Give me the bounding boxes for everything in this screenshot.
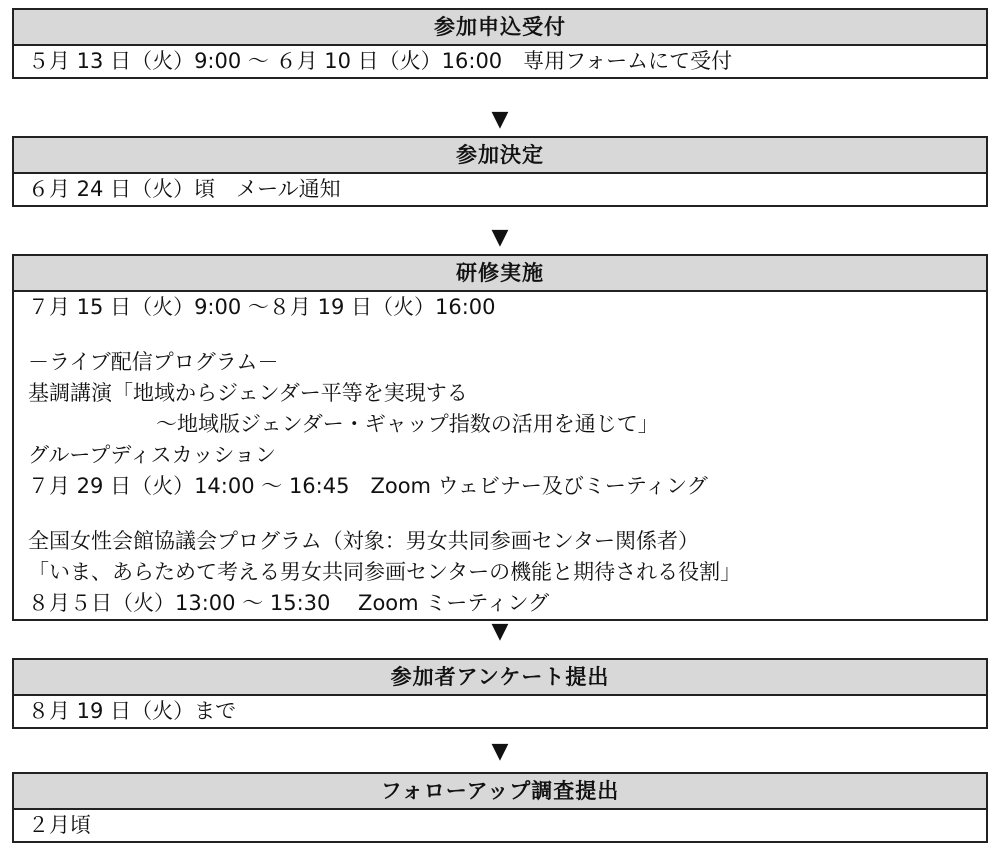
step-line: 「いま、あらためて考える男女共同参画センターの機能と期待される役割」 — [28, 560, 742, 584]
step-application — [12, 8, 988, 79]
step-followup — [12, 772, 988, 843]
step-title: 参加申込受付 — [12, 8, 988, 46]
step-line: ～地域版ジェンダー・ギャップ指数の活用を通じて」 — [156, 412, 659, 436]
step-title: フォローアップ調査提出 — [12, 772, 988, 810]
down-arrow-icon: ▼ — [491, 107, 509, 132]
step-title: 参加者アンケート提出 — [12, 658, 988, 696]
blank-line — [28, 323, 972, 347]
step-content — [12, 174, 988, 207]
step-content — [12, 292, 988, 621]
step-title: 研修実施 — [12, 254, 988, 292]
step-line: ７月 15 日（火）9:00 ～８月 19 日（火）16:00 — [28, 295, 496, 319]
step-content — [12, 696, 988, 729]
step-line: －ライブ配信プログラム－ — [28, 350, 279, 374]
step-line: グループディスカッション — [28, 443, 277, 467]
down-arrow-icon: ▼ — [491, 619, 509, 644]
step-line: 全国女性会館協議会プログラム（対象：男女共同参画センター関係者） — [28, 529, 699, 553]
down-arrow-icon: ▼ — [491, 739, 509, 764]
step-line: ５月 13 日（火）9:00 ～ ６月 10 日（火）16:00 専用フォームにて受付 — [28, 49, 733, 73]
step-line: ６月 24 日（火）頃 メール通知 — [28, 177, 341, 201]
step-line: ８月 19 日（火）まで — [28, 699, 237, 723]
step-title: 参加決定 — [12, 136, 988, 174]
step-content — [12, 46, 988, 79]
step-training — [12, 254, 988, 621]
blank-line — [28, 502, 972, 526]
step-content — [12, 810, 988, 843]
step-survey — [12, 658, 988, 729]
step-line: ７月 29 日（火）14:00 ～ 16:45 Zoom ウェビナー及びミーティング — [28, 474, 708, 498]
step-line: ２月頃 — [28, 813, 91, 837]
down-arrow-icon: ▼ — [491, 225, 509, 250]
step-decision — [12, 136, 988, 207]
step-line: 基調講演「地域からジェンダー平等を実現する — [28, 381, 468, 405]
step-line: ８月５日（火）13:00 ～ 15:30 Zoom ミーティング — [28, 591, 550, 615]
